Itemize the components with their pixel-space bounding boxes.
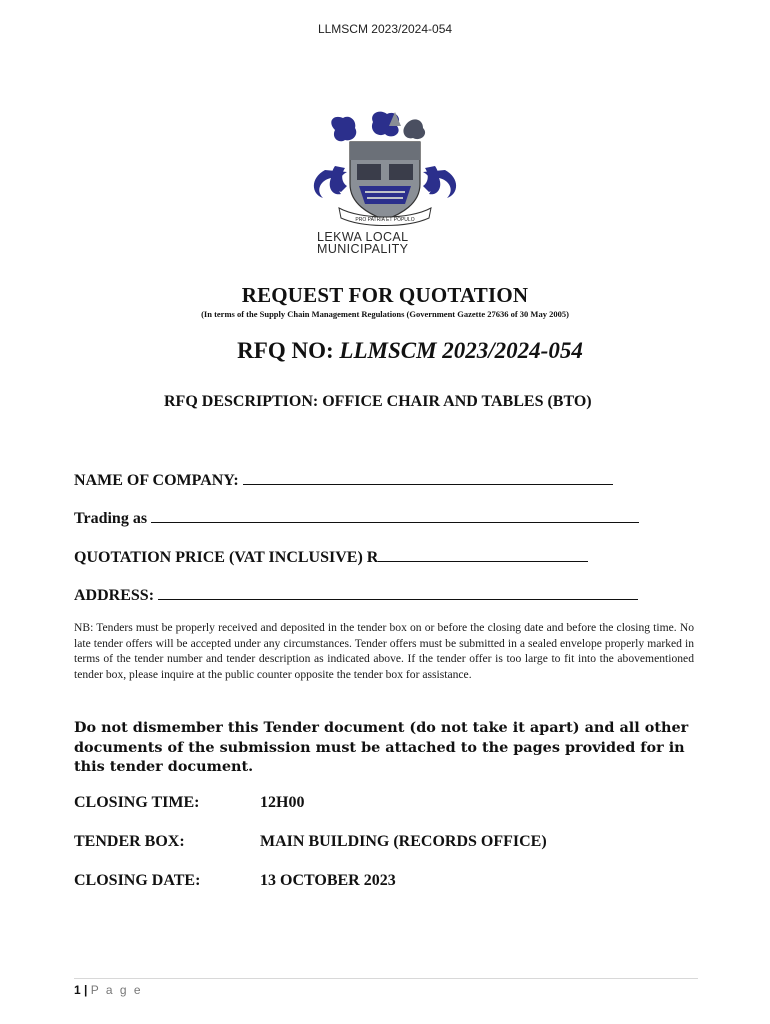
company-name-label: NAME OF COMPANY: — [74, 472, 239, 489]
trading-as-label: Trading as — [74, 510, 148, 527]
address-field — [74, 585, 638, 605]
tender-box-row — [74, 833, 547, 851]
quotation-price-field — [74, 547, 588, 567]
municipality-name — [317, 231, 408, 255]
trading-as-field — [74, 508, 639, 528]
quotation-price-blank — [378, 547, 588, 562]
page-number: 1 — [74, 983, 81, 997]
closing-date-value: 13 OCTOBER 2023 — [260, 872, 396, 889]
footer-divider — [74, 978, 698, 979]
company-name-blank — [243, 470, 613, 485]
closing-date-row — [74, 872, 396, 890]
address-blank — [158, 585, 638, 600]
motto-text: PRO PATRIA ET POPULO — [355, 217, 415, 223]
document-subtitle: (In terms of the Supply Chain Management Regulations (Government Gazette 27636 of 30 May 2005) — [201, 309, 569, 319]
rfq-number-value: LLMSCM 2023/2024-054 — [339, 338, 583, 363]
dismember-warning-paragraph: Do not dismember this Tender document (do not take it apart) and all other documents of the submission must be attached to the pages provided for in this tender document. — [74, 719, 689, 775]
header-document-id: LLMSCM 2023/2024-054 — [317, 22, 453, 36]
closing-date-label: CLOSING DATE: — [74, 872, 201, 889]
tender-notice-paragraph: NB: Tenders must be properly received and deposited in the tender box on or before the closing date and before the closing time. No late tender offers will be accepted under any circumstances. Tender offers must be submitted in a sealed envelope properly marked in terms of the tender number and tender description as indicated above. If the tender offer is too large to fit into the abovementioned tender box, please inquire at the public counter opposite the tender box for assistance. — [74, 621, 694, 681]
page-separator: | — [84, 983, 88, 997]
tender-box-label: TENDER BOX: — [74, 833, 185, 850]
trading-as-blank — [151, 508, 639, 523]
closing-time-row — [74, 794, 304, 812]
page-footer — [74, 983, 143, 997]
rfq-number-heading — [0, 338, 770, 364]
rfq-description: RFQ DESCRIPTION: OFFICE CHAIR AND TABLES (BTO) — [164, 393, 592, 410]
closing-time-label: CLOSING TIME: — [74, 794, 200, 811]
company-name-field — [74, 470, 613, 490]
document-title: REQUEST FOR QUOTATION — [241, 283, 529, 307]
quotation-price-label: QUOTATION PRICE (VAT INCLUSIVE) R — [74, 549, 379, 566]
page-label: P a g e — [90, 983, 143, 997]
municipality-name-line2: MUNICIPALITY — [317, 242, 409, 256]
tender-box-value: MAIN BUILDING (RECORDS OFFICE) — [260, 833, 547, 850]
municipality-name-line1: LEKWA LOCAL — [317, 230, 409, 244]
closing-time-value: 12H00 — [260, 794, 305, 811]
rfq-number-label: RFQ NO: — [237, 338, 334, 363]
address-label: ADDRESS: — [74, 587, 155, 604]
